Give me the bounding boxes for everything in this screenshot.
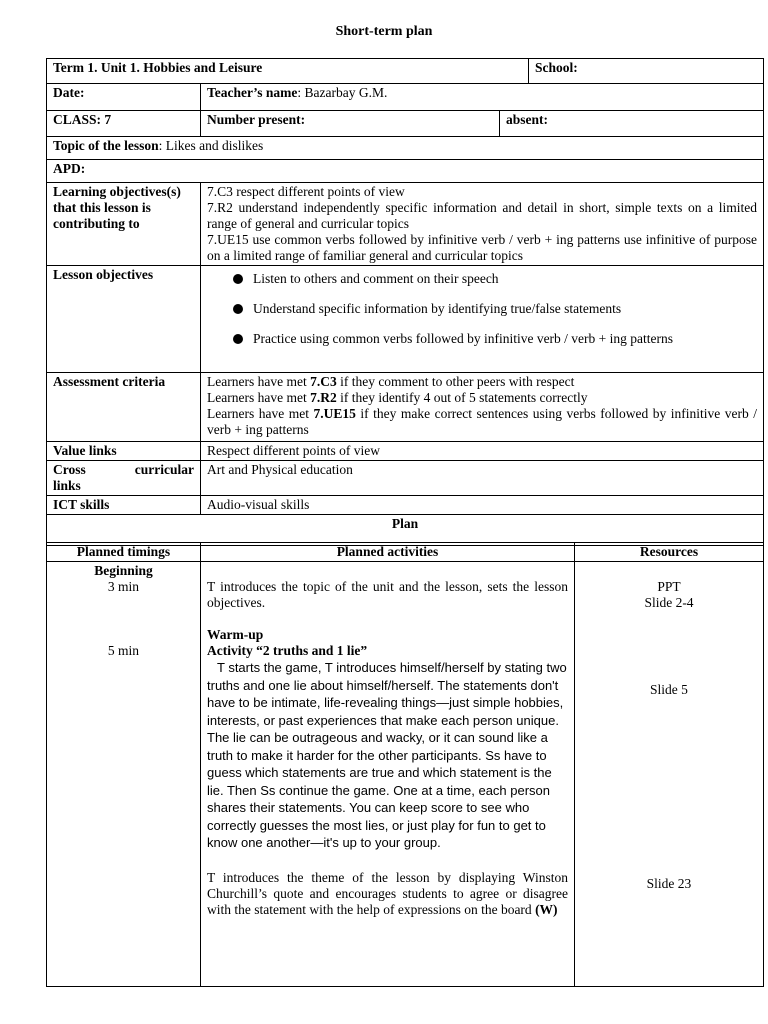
learning-objective-line: 7.UE15 use common verbs followed by infinitive verb / verb + ing patterns use infinitive of purpose on a limited range of familiar general and curricular topics — [207, 232, 757, 263]
lesson-objective-item: Listen to others and comment on their speech — [235, 271, 757, 287]
school-cell: School: — [529, 59, 764, 84]
topic-cell — [47, 137, 764, 160]
assessment-line: Learners have met 7.R2 if they identify 4 out of 5 statements correctly — [207, 390, 588, 405]
bullet-icon — [233, 304, 243, 314]
number-present-cell: Number present: — [201, 111, 500, 137]
absent-cell: absent: — [500, 111, 764, 137]
ict-content: Audio-visual skills — [201, 496, 764, 515]
col-header-resources: Resources — [575, 543, 764, 562]
bullet-icon — [233, 334, 243, 344]
unit-cell: Term 1. Unit 1. Hobbies and Leisure — [47, 59, 529, 84]
col-header-activities: Planned activities — [201, 543, 575, 562]
learning-objectives-label: Learning objectives(s) that this lesson is contributing to — [47, 183, 201, 266]
lesson-objectives-content — [201, 266, 764, 373]
topic-value: : Likes and dislikes — [158, 138, 264, 153]
plan-table — [46, 542, 764, 987]
resource-label: Slide 5 — [650, 682, 688, 697]
teacher-label: Teacher’s name — [207, 85, 298, 100]
cross-curricular-label: Cross curricular links — [47, 461, 201, 496]
lesson-objectives-label: Lesson objectives — [47, 266, 201, 373]
learning-objectives-content — [201, 183, 764, 266]
topic-label: Topic of the lesson — [53, 138, 159, 153]
resource-label: Slide 2-4 — [644, 595, 694, 610]
lesson-info-table — [46, 58, 764, 546]
timings-cell — [47, 562, 201, 987]
time-label: 5 min — [107, 643, 140, 658]
bullet-icon — [233, 274, 243, 284]
teacher-value: : Bazarbay G.M. — [297, 85, 388, 100]
teacher-cell — [201, 84, 764, 111]
value-links-content: Respect different points of view — [201, 442, 764, 461]
value-links-label: Value links — [47, 442, 201, 461]
class-cell: CLASS: 7 — [47, 111, 201, 137]
cross-curricular-content: Art and Physical education — [201, 461, 764, 496]
col-header-timings: Planned timings — [47, 543, 201, 562]
warmup-heading: Warm-up — [207, 627, 264, 642]
activities-cell — [201, 562, 575, 987]
resource-label: PPT — [657, 579, 681, 594]
resources-cell — [575, 562, 764, 987]
apd-cell: APD: — [47, 160, 764, 183]
lesson-objective-item: Practice using common verbs followed by infinitive verb / verb + ing patterns — [235, 331, 757, 347]
theme-text: T introduces the theme of the lesson by displaying Winston Churchill’s quote and encourages students to agree or disagree with the statement with the help of expressions on the board (W) — [207, 869, 568, 917]
lesson-objective-item: Understand specific information by identifying true/false statements — [235, 301, 757, 317]
page-title: Short-term plan — [335, 24, 433, 39]
ict-label: ICT skills — [47, 496, 201, 515]
assessment-line: Learners have met 7.UE15 if they make correct sentences using verbs followed by infinitive verb / verb + ing patterns — [207, 406, 757, 437]
learning-objective-line: 7.C3 respect different points of view — [207, 184, 405, 199]
assessment-line: Learners have met 7.C3 if they comment to other peers with respect — [207, 374, 575, 389]
intro-text: T introduces the topic of the unit and the lesson, sets the lesson objectives. — [207, 579, 568, 610]
beginning-label: Beginning — [94, 563, 153, 578]
resource-label: Slide 23 — [646, 876, 692, 891]
learning-objective-line: 7.R2 understand independently specific information and detail in short, simple texts on a limited range of general and curricular topics — [207, 200, 757, 231]
plan-heading: Plan — [47, 515, 764, 546]
date-cell: Date: — [47, 84, 201, 111]
activity-heading: Activity “2 truths and 1 lie” — [207, 643, 368, 658]
time-label: 3 min — [107, 579, 140, 594]
assessment-content — [201, 373, 764, 442]
assessment-label: Assessment criteria — [47, 373, 201, 442]
activity-text: T starts the game, T introduces himself/herself by stating two truths and one lie about himself/herself. The statements don't have to be intimate, life-revealing things—just simple hobbies, interests, or past experiences that make each person unique. The lie can be outrageous and wacky, or it can sound like a truth to make it harder for the other participants. Ss have to guess which statements are true and which statement is the lie. Then Ss continue the game. One at a time, each person shares their statements. You can keep score to see who correctly guesses the most lies, or just play for fun to get to know one another—it's up to your group. — [207, 660, 567, 850]
